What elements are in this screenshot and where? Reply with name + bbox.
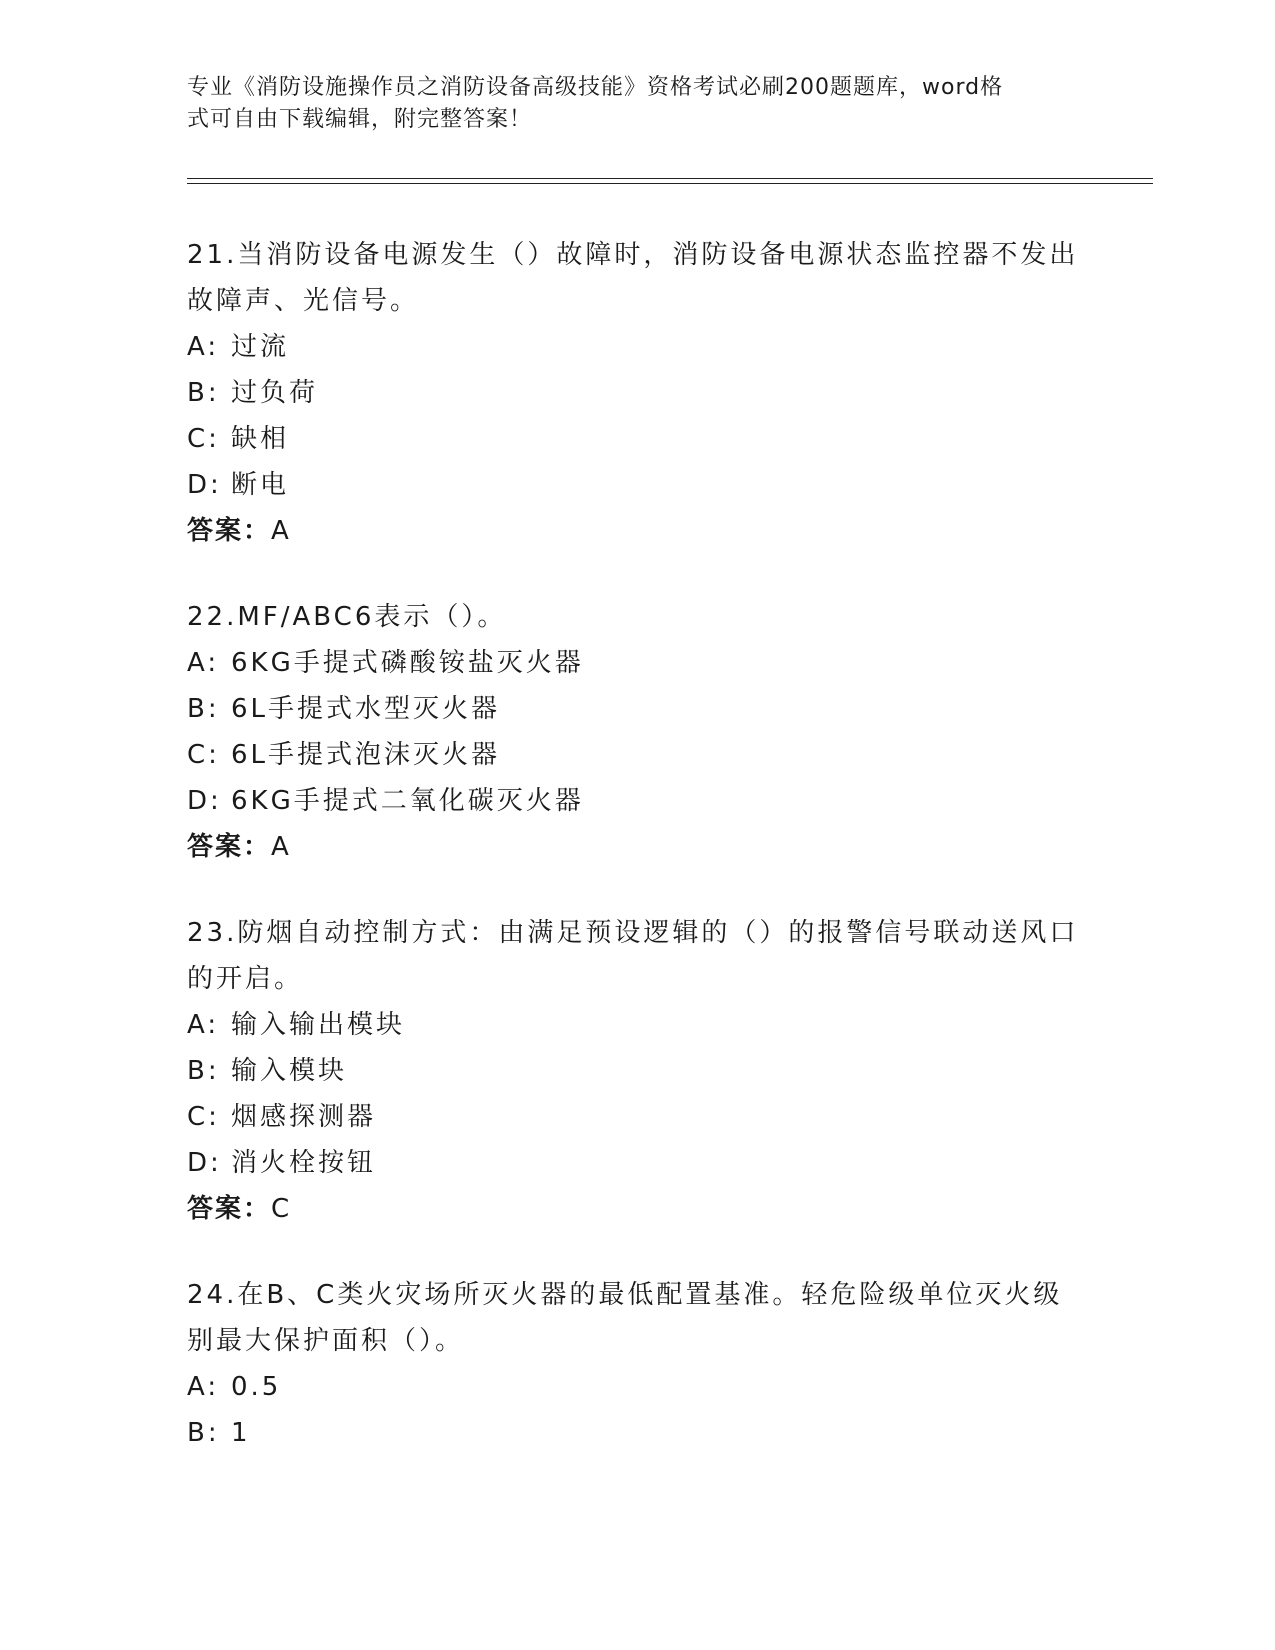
option-key: B: [187, 1056, 220, 1086]
option-text: 1 [231, 1418, 251, 1448]
question-24 [187, 1272, 1087, 1456]
option-b [187, 370, 1087, 416]
option-text: 断电 [231, 470, 290, 500]
option-key: A: [187, 648, 220, 678]
question-21 [187, 232, 1087, 554]
option-d [187, 778, 1087, 824]
option-c [187, 1094, 1087, 1140]
option-text: 0.5 [231, 1372, 282, 1402]
question-23 [187, 910, 1087, 1232]
option-d [187, 462, 1087, 508]
option-key: D: [187, 786, 222, 816]
option-b [187, 1410, 1087, 1456]
option-key: B: [187, 378, 220, 408]
option-text: 消火栓按钮 [231, 1148, 377, 1178]
option-text: 6L手提式泡沫灭火器 [231, 740, 501, 770]
header-divider-top [187, 178, 1153, 179]
option-key: D: [187, 1148, 222, 1178]
option-key: A: [187, 332, 220, 362]
option-key: C: [187, 1102, 220, 1132]
option-text: 过负荷 [231, 378, 319, 408]
answer-value: A [271, 832, 291, 862]
option-text: 6L手提式水型灭火器 [231, 694, 501, 724]
option-key: A: [187, 1010, 220, 1040]
option-b [187, 686, 1087, 732]
answer-label: 答案： [187, 1194, 272, 1224]
answer-line [187, 824, 1087, 870]
document-header [187, 72, 1067, 136]
question-text: 23.防烟自动控制方式：由满足预设逻辑的（）的报警信号联动送风口的开启。 [187, 918, 1079, 994]
option-text: 缺相 [231, 424, 290, 454]
answer-line [187, 508, 1087, 554]
question-text: 22.MF/ABC6表示（）。 [187, 602, 507, 632]
option-key: B: [187, 694, 220, 724]
option-a [187, 640, 1087, 686]
option-key: A: [187, 1372, 220, 1402]
option-b [187, 1048, 1087, 1094]
question-text: 24.在B、C类火灾场所灭火器的最低配置基准。轻危险级单位灭火级别最大保护面积（）。 [187, 1280, 1063, 1356]
header-divider-bottom [187, 183, 1153, 184]
answer-value: A [271, 516, 291, 546]
option-text: 过流 [231, 332, 290, 362]
question-22 [187, 594, 1087, 870]
header-line-1: 专业《消防设施操作员之消防设备高级技能》资格考试必刷200题题库，word格 [187, 75, 1004, 100]
answer-line [187, 1186, 1087, 1232]
answer-value: C [271, 1194, 292, 1224]
header-line-2: 式可自由下载编辑，附完整答案！ [187, 107, 533, 132]
option-a [187, 1364, 1087, 1410]
option-c [187, 416, 1087, 462]
question-list [187, 232, 1087, 1496]
answer-label: 答案： [187, 516, 272, 546]
option-a [187, 324, 1087, 370]
option-d [187, 1140, 1087, 1186]
option-text: 烟感探测器 [231, 1102, 377, 1132]
option-text: 输入输出模块 [231, 1010, 406, 1040]
option-key: C: [187, 424, 220, 454]
option-a [187, 1002, 1087, 1048]
option-key: C: [187, 740, 220, 770]
option-text: 输入模块 [231, 1056, 348, 1086]
question-text: 21.当消防设备电源发生（）故障时，消防设备电源状态监控器不发出故障声、光信号。 [187, 240, 1079, 316]
option-text: 6KG手提式磷酸铵盐灭火器 [231, 648, 584, 678]
option-c [187, 732, 1087, 778]
option-key: D: [187, 470, 222, 500]
option-key: B: [187, 1418, 220, 1448]
answer-label: 答案： [187, 832, 272, 862]
option-text: 6KG手提式二氧化碳灭火器 [231, 786, 584, 816]
